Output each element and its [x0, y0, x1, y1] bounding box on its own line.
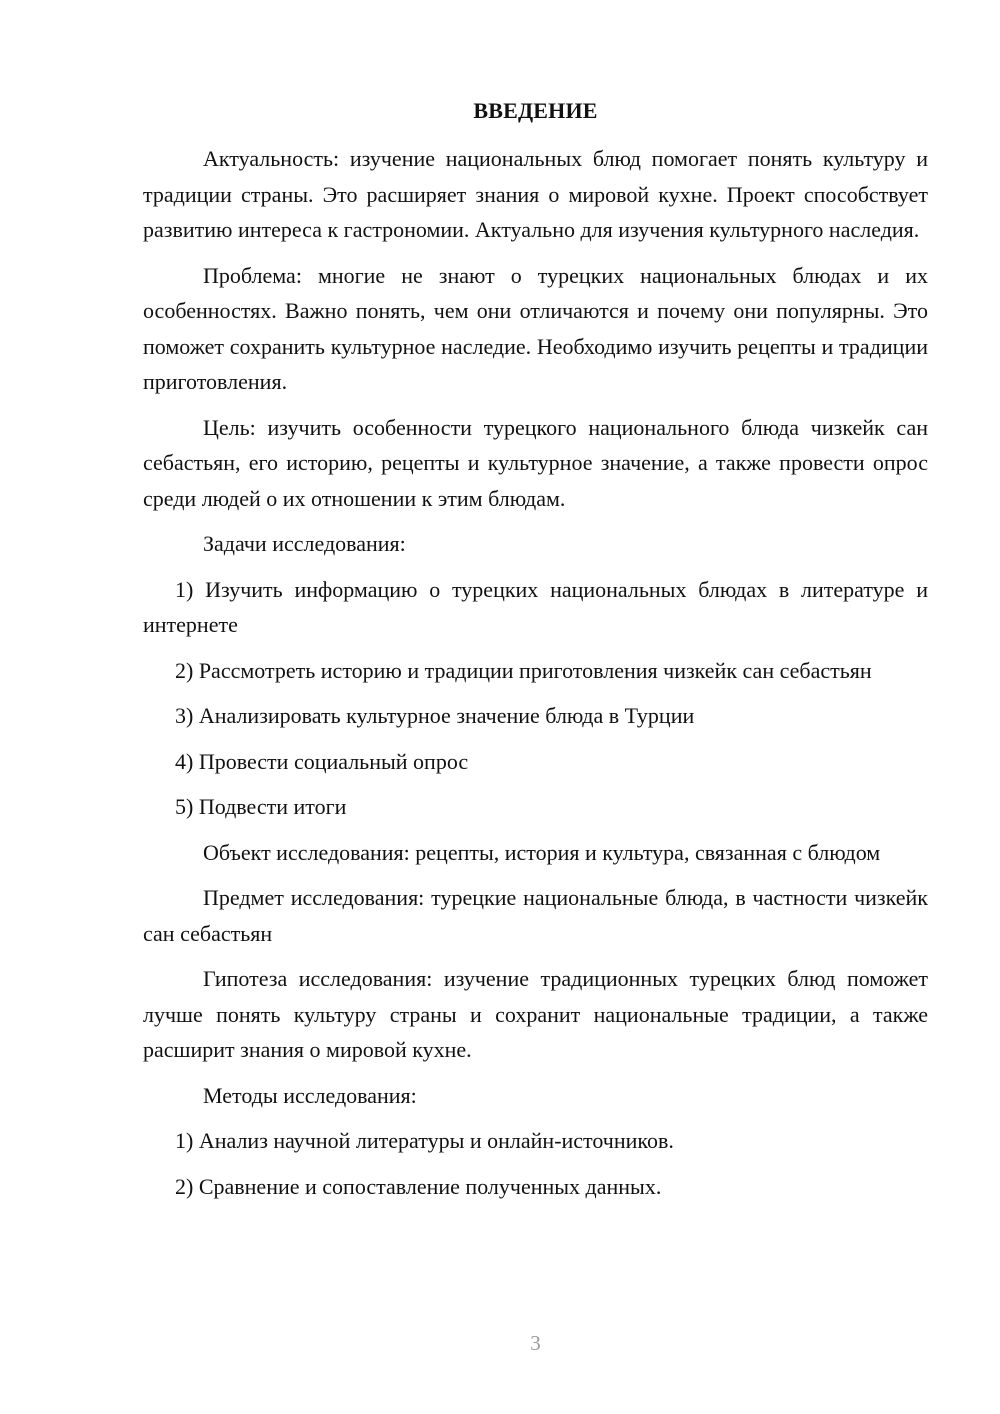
paragraph-object: Объект исследования: рецепты, история и культура, связанная с блюдом: [203, 839, 881, 865]
paragraph-methods-heading: Методы исследования:: [203, 1082, 417, 1108]
list-item-task-4: 4) Провести социальный опрос: [175, 748, 469, 774]
paragraph-tasks-heading: Задачи исследования:: [203, 531, 406, 556]
list-item-method-1: 1) Анализ научной литературы и онлайн-источников.: [175, 1128, 674, 1153]
list-item-task-1: 1) Изучить информацию о турецких национальных блюдах в литературе и интернете: [143, 576, 928, 637]
list-item-task-2: 2) Рассмотреть историю и традиции приготовления чизкейк сан себастьян: [175, 657, 872, 683]
list-item-method-2: 2) Сравнение и сопоставление полученных данных.: [175, 1173, 662, 1199]
document-body: [143, 141, 928, 1214]
paragraph-subject: Предмет исследования: турецкие национальные блюда, в частности чизкейк сан себастьян: [143, 885, 928, 946]
paragraph-relevance: Актуальность: изучение национальных блюд помогает понять культуру и традиции страны. Это расширяет знания о мировой кухне. Проект способствует развитию интереса к гастрономии. Актуально для изучения культурного наследия.: [143, 146, 928, 242]
paragraph-problem: Проблема: многие не знают о турецких национальных блюдах и их особенностях. Важно понять, чем они отличаются и почему они популярны. Это поможет сохранить культурное наследие. Необходимо изучить рецепты и традиции приготовления.: [143, 262, 928, 394]
paragraph-hypothesis: Гипотеза исследования: изучение традиционных турецких блюд поможет лучше понять культуру страны и сохранит национальные традиции, а также расширит знания о мировой кухне.: [143, 966, 928, 1062]
document-page: [143, 0, 928, 1414]
page-number: 3: [530, 1331, 541, 1355]
page-title: ВВЕДЕНИЕ: [473, 98, 598, 123]
paragraph-goal: Цель: изучить особенности турецкого национального блюда чизкейк сан себастьян, его историю, рецепты и культурное значение, а также провести опрос среди людей о их отношении к этим блюдам.: [143, 414, 928, 511]
list-item-task-3: 3) Анализировать культурное значение блюда в Турции: [175, 703, 695, 728]
list-item-task-5: 5) Подвести итоги: [175, 794, 347, 819]
